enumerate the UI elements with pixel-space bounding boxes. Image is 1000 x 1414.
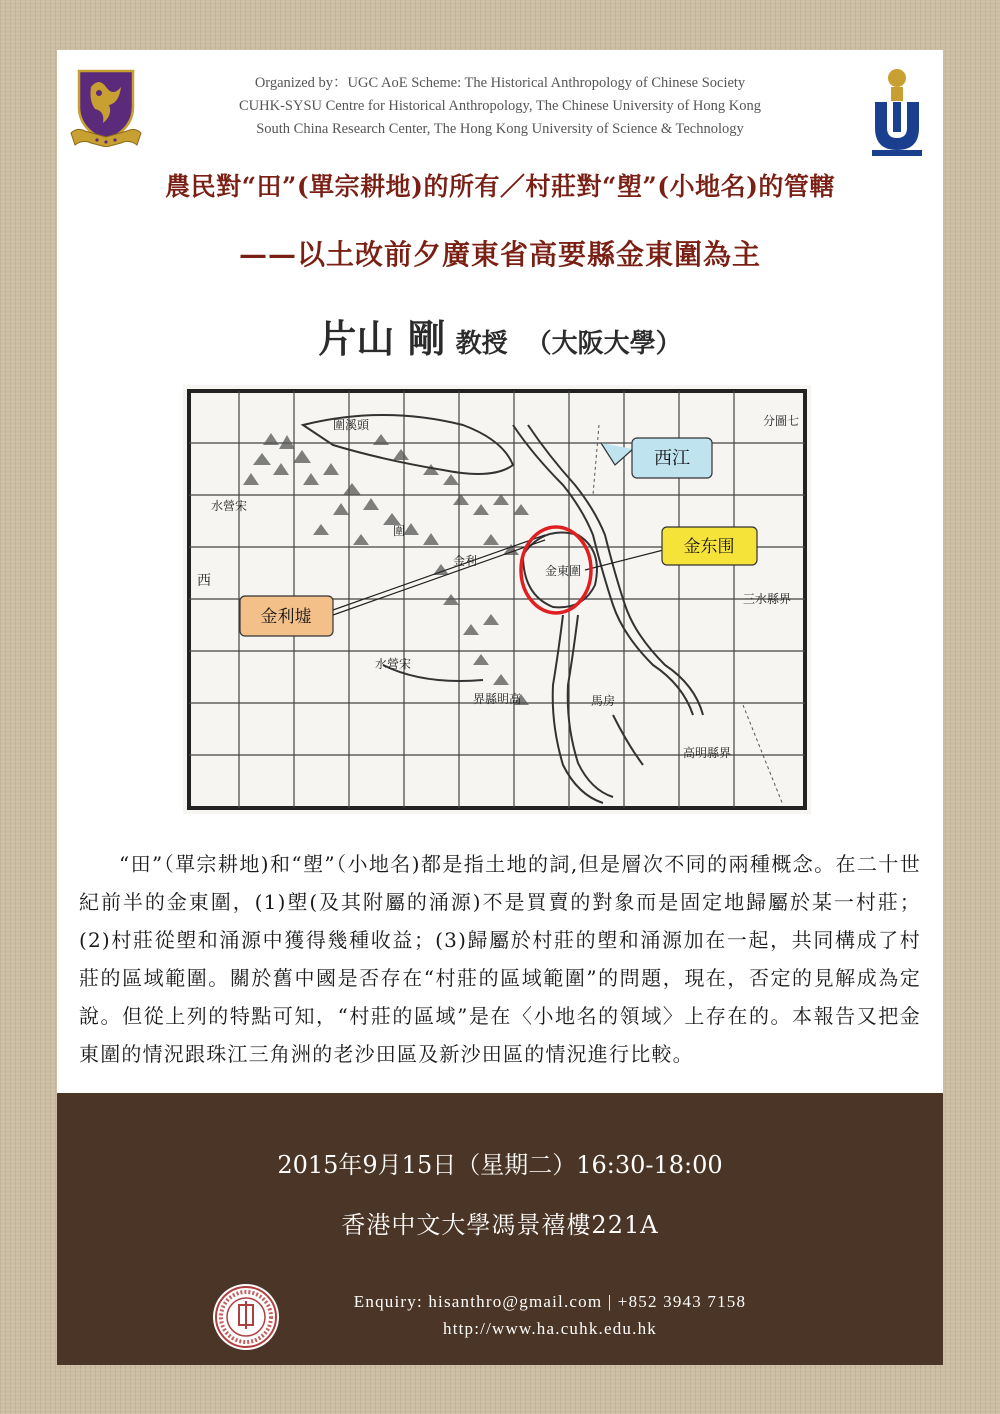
hkust-logo [872,68,922,156]
map-label-sanshui: 三水縣界 [743,592,792,606]
map-label-shuiying-2: 水營宋 [211,499,248,513]
svg-text:金东围: 金东围 [683,537,735,557]
speaker-line [57,308,943,363]
contact-block [315,1288,785,1342]
map-label-wei: 圍 [393,524,406,538]
footer-band [57,1093,943,1365]
society-seal-logo [212,1283,280,1351]
organizers-block [157,72,843,141]
speaker-name: 片山 剛 [318,316,446,361]
title-line-2: ——以土改前夕廣東省高要縣金東圍為主 [238,238,761,271]
historical-map [183,385,811,814]
website-link[interactable]: http://www.ha.cuhk.edu.hk [443,1319,657,1338]
map-label-jinli: 金利 [453,554,478,568]
cuhk-logo [69,67,143,147]
svg-text:西江: 西江 [654,448,690,469]
organizer-line: CUHK-SYSU Centre for Historical Anthropology, The Chinese University of Hong Kong [239,98,761,114]
speaker-title: 教授 [455,329,508,359]
callout-jinlixu [240,596,333,636]
event-datetime: 2015年9月15日（星期二）16:30-18:00 [277,1151,723,1179]
speaker-affiliation: （大阪大學） [525,329,682,359]
callout-jindongwei [662,527,757,565]
map-label-xitou: 圍溪頭 [333,418,370,432]
title-line-1: 農民對“田”(單宗耕地)的所有／村莊對“塱”(小地名)的管轄 [165,172,835,201]
poster-panel [57,50,943,1365]
map-label-gaoming: 高明縣界 [683,746,732,760]
map-label-gaoming-rev: 界縣明高 [473,692,522,706]
map-label-mafang: 馬房 [591,694,616,708]
map-label-jindongwei: 金東圍 [545,564,582,578]
organizer-line: South China Research Center, The Hong Kong University of Science & Technology [256,121,744,137]
enquiry-line: Enquiry: hisanthro@gmail.com | +852 3943 7158 [353,1292,747,1311]
abstract-text: “田”（單宗耕地)和“塱”（小地名)都是指土地的詞,但是層次不同的兩種概念。在二十世紀前半的金東圍，(1)塱(及其附屬的涌源)不是買賣的對象而是固定地歸屬於某一村莊；(2)村莊從塱和涌源中獲得幾種收益；(3)歸屬於村莊的塱和涌源加在一起，共同構成了村莊的區域範圍。關於舊中國是否存在“村莊的區域範圍”的問題，現在，否定的見解成為定說。但從上列的特點可知，“村莊的區域”是在〈小地名的領域〉上存在的。本報告又把金東圍的情況跟珠江三角洲的老沙田區及新沙田區的情況進行比較。 [79,852,921,1066]
organizer-line: Organized by：UGC AoE Scheme: The Historical Anthropology of Chinese Society [254,75,746,91]
svg-text:金利墟: 金利墟 [260,607,312,627]
map-label-sheet: 分圖七 [763,414,800,428]
map-label-west: 西 [197,573,211,589]
event-venue: 香港中文大學馮景禧樓221A [341,1211,659,1239]
map-label-shuiying: 水營宋 [375,657,412,671]
